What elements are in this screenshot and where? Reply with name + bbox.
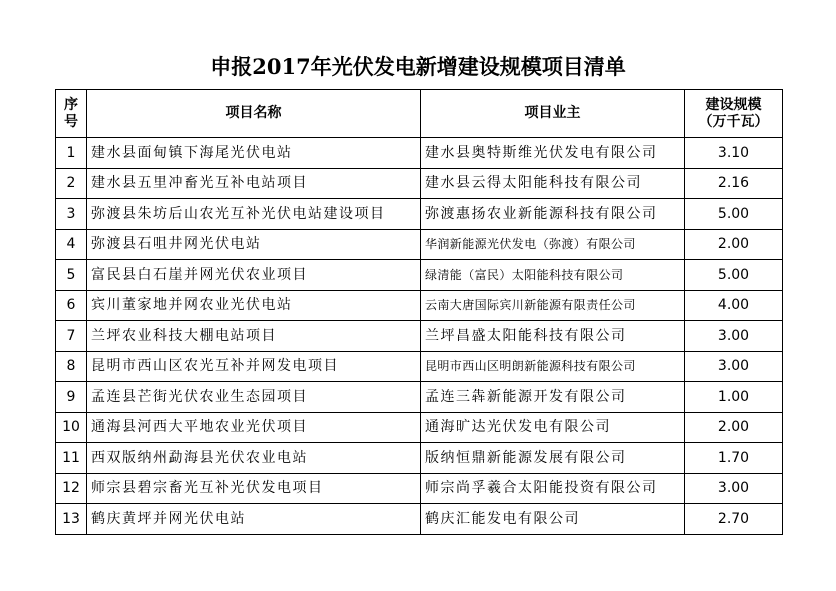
row-number: 13 bbox=[56, 504, 87, 535]
table-row bbox=[56, 504, 783, 535]
table-row bbox=[56, 138, 783, 169]
project-name: 兰坪农业科技大棚电站项目 bbox=[87, 321, 421, 352]
project-name: 弥渡县石咀井网光伏电站 bbox=[87, 229, 421, 260]
project-owner: 兰坪昌盛太阳能科技有限公司 bbox=[421, 321, 685, 352]
row-number: 10 bbox=[56, 412, 87, 443]
construction-scale: 3.10 bbox=[685, 138, 783, 169]
project-name: 孟连县芒街光伏农业生态园项目 bbox=[87, 382, 421, 413]
header-scale-line2: （万千瓦） bbox=[698, 113, 769, 130]
header-serial-line2: 号 bbox=[64, 113, 78, 130]
table-row bbox=[56, 412, 783, 443]
project-owner: 孟连三犇新能源开发有限公司 bbox=[421, 382, 685, 413]
project-name: 鹤庆黄坪并网光伏电站 bbox=[87, 504, 421, 535]
table-header-row bbox=[56, 90, 783, 138]
row-number: 3 bbox=[56, 199, 87, 230]
header-serial-line1: 序 bbox=[64, 96, 78, 113]
construction-scale: 3.00 bbox=[685, 473, 783, 504]
header-project-owner: 项目业主 bbox=[421, 90, 685, 138]
table-row bbox=[56, 321, 783, 352]
row-number: 6 bbox=[56, 290, 87, 321]
row-number: 2 bbox=[56, 168, 87, 199]
row-number: 8 bbox=[56, 351, 87, 382]
header-serial-number bbox=[56, 90, 87, 138]
table-row bbox=[56, 199, 783, 230]
project-owner: 弥渡惠扬农业新能源科技有限公司 bbox=[421, 199, 685, 230]
row-number: 12 bbox=[56, 473, 87, 504]
project-name: 通海县河西大平地农业光伏项目 bbox=[87, 412, 421, 443]
construction-scale: 2.00 bbox=[685, 412, 783, 443]
project-owner: 师宗尚孚羲合太阳能投资有限公司 bbox=[421, 473, 685, 504]
project-name: 弥渡县朱坊后山农光互补光伏电站建设项目 bbox=[87, 199, 421, 230]
project-owner: 版纳恒鼎新能源发展有限公司 bbox=[421, 443, 685, 474]
project-owner: 建水县奥特斯维光伏发电有限公司 bbox=[421, 138, 685, 169]
project-owner: 昆明市西山区明朗新能源科技有限公司 bbox=[421, 351, 685, 382]
project-owner: 建水县云得太阳能科技有限公司 bbox=[421, 168, 685, 199]
project-owner: 鹤庆汇能发电有限公司 bbox=[421, 504, 685, 535]
row-number: 9 bbox=[56, 382, 87, 413]
construction-scale: 1.70 bbox=[685, 443, 783, 474]
project-name: 师宗县碧宗畜光互补光伏发电项目 bbox=[87, 473, 421, 504]
construction-scale: 2.16 bbox=[685, 168, 783, 199]
project-owner: 云南大唐国际宾川新能源有限责任公司 bbox=[421, 290, 685, 321]
row-number: 11 bbox=[56, 443, 87, 474]
project-name: 昆明市西山区农光互补并网发电项目 bbox=[87, 351, 421, 382]
construction-scale: 3.00 bbox=[685, 351, 783, 382]
row-number: 1 bbox=[56, 138, 87, 169]
project-name: 西双版纳州勐海县光伏农业电站 bbox=[87, 443, 421, 474]
header-project-name: 项目名称 bbox=[87, 90, 421, 138]
project-name: 宾川董家地并网农业光伏电站 bbox=[87, 290, 421, 321]
row-number: 7 bbox=[56, 321, 87, 352]
table-row bbox=[56, 443, 783, 474]
project-name: 富民县白石崖并网光伏农业项目 bbox=[87, 260, 421, 291]
table-row bbox=[56, 229, 783, 260]
document-title: 申报2017年光伏发电新增建设规模项目清单 bbox=[210, 54, 626, 79]
construction-scale: 5.00 bbox=[685, 260, 783, 291]
header-construction-scale bbox=[685, 90, 783, 138]
project-name: 建水县面甸镇下海尾光伏电站 bbox=[87, 138, 421, 169]
table-row bbox=[56, 290, 783, 321]
project-name: 建水县五里冲畜光互补电站项目 bbox=[87, 168, 421, 199]
row-number: 5 bbox=[56, 260, 87, 291]
construction-scale: 3.00 bbox=[685, 321, 783, 352]
table-row bbox=[56, 168, 783, 199]
row-number: 4 bbox=[56, 229, 87, 260]
construction-scale: 2.70 bbox=[685, 504, 783, 535]
project-table bbox=[55, 89, 783, 535]
table-row bbox=[56, 260, 783, 291]
project-owner: 华润新能源光伏发电（弥渡）有限公司 bbox=[421, 229, 685, 260]
table-row bbox=[56, 351, 783, 382]
table-row bbox=[56, 473, 783, 504]
construction-scale: 4.00 bbox=[685, 290, 783, 321]
project-owner: 通海旷达光伏发电有限公司 bbox=[421, 412, 685, 443]
project-owner: 绿清能（富民）太阳能科技有限公司 bbox=[421, 260, 685, 291]
construction-scale: 2.00 bbox=[685, 229, 783, 260]
table-row bbox=[56, 382, 783, 413]
construction-scale: 5.00 bbox=[685, 199, 783, 230]
construction-scale: 1.00 bbox=[685, 382, 783, 413]
header-scale-line1: 建设规模 bbox=[705, 96, 762, 113]
